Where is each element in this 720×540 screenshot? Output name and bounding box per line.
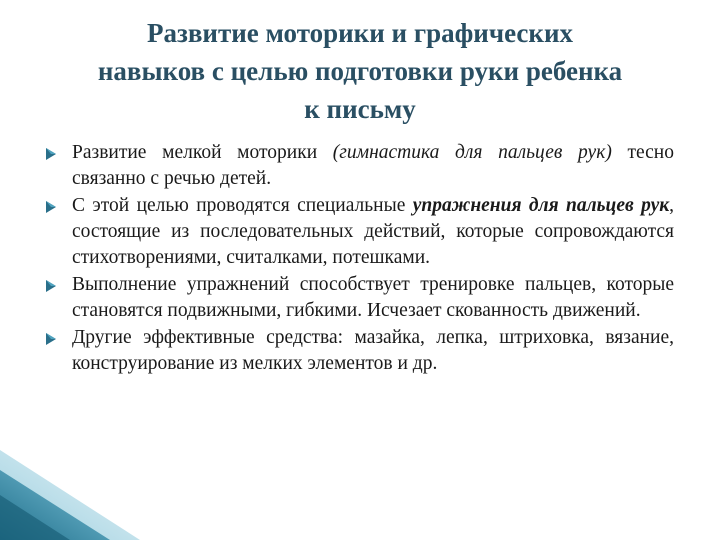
bullet-text-emphasis: упражнения для пальцев рук xyxy=(412,195,670,216)
bullet-text-part: Развитие мелкой моторики xyxy=(72,142,333,163)
bullet-text: Выполнение упражнений способствует тренировке пальцев, которые становятся подвижными, гибкими. Исчезает скованность движений. xyxy=(72,274,674,321)
title-line-3: к письму xyxy=(304,94,416,124)
corner-decoration xyxy=(0,450,140,540)
slide-title xyxy=(30,14,690,128)
triangle-bullet-icon xyxy=(46,201,56,213)
bullet-text-part: тесно связанно с речью детей. xyxy=(72,142,674,189)
bullet-text xyxy=(72,142,674,189)
bullet-item xyxy=(44,193,674,271)
bullet-item xyxy=(44,325,674,377)
bullet-text-italic: (гимнастика для пальцев рук) xyxy=(332,142,612,163)
bullet-text: Другие эффективные средства: мазайка, лепка, штриховка, вязание, конструирование из мелких элементов и др. xyxy=(72,327,674,374)
triangle-bullet-icon xyxy=(46,148,56,160)
bullet-text xyxy=(72,195,674,268)
triangle-bullet-icon xyxy=(46,333,56,345)
title-line-2: навыков с целью подготовки руки ребенка xyxy=(97,56,623,86)
bullet-item xyxy=(44,140,674,192)
triangle-bullet-icon xyxy=(46,280,56,292)
title-line-1: Развитие моторики и графических xyxy=(146,18,573,48)
bullet-text-part: , состоящие из последовательных действий, которые сопровождаются стихотворениями, считалками, потешками. xyxy=(72,195,675,268)
bullet-text-part: С этой целью проводятся специальные xyxy=(72,195,413,216)
bullet-item xyxy=(44,272,674,324)
bullet-list xyxy=(44,140,674,378)
